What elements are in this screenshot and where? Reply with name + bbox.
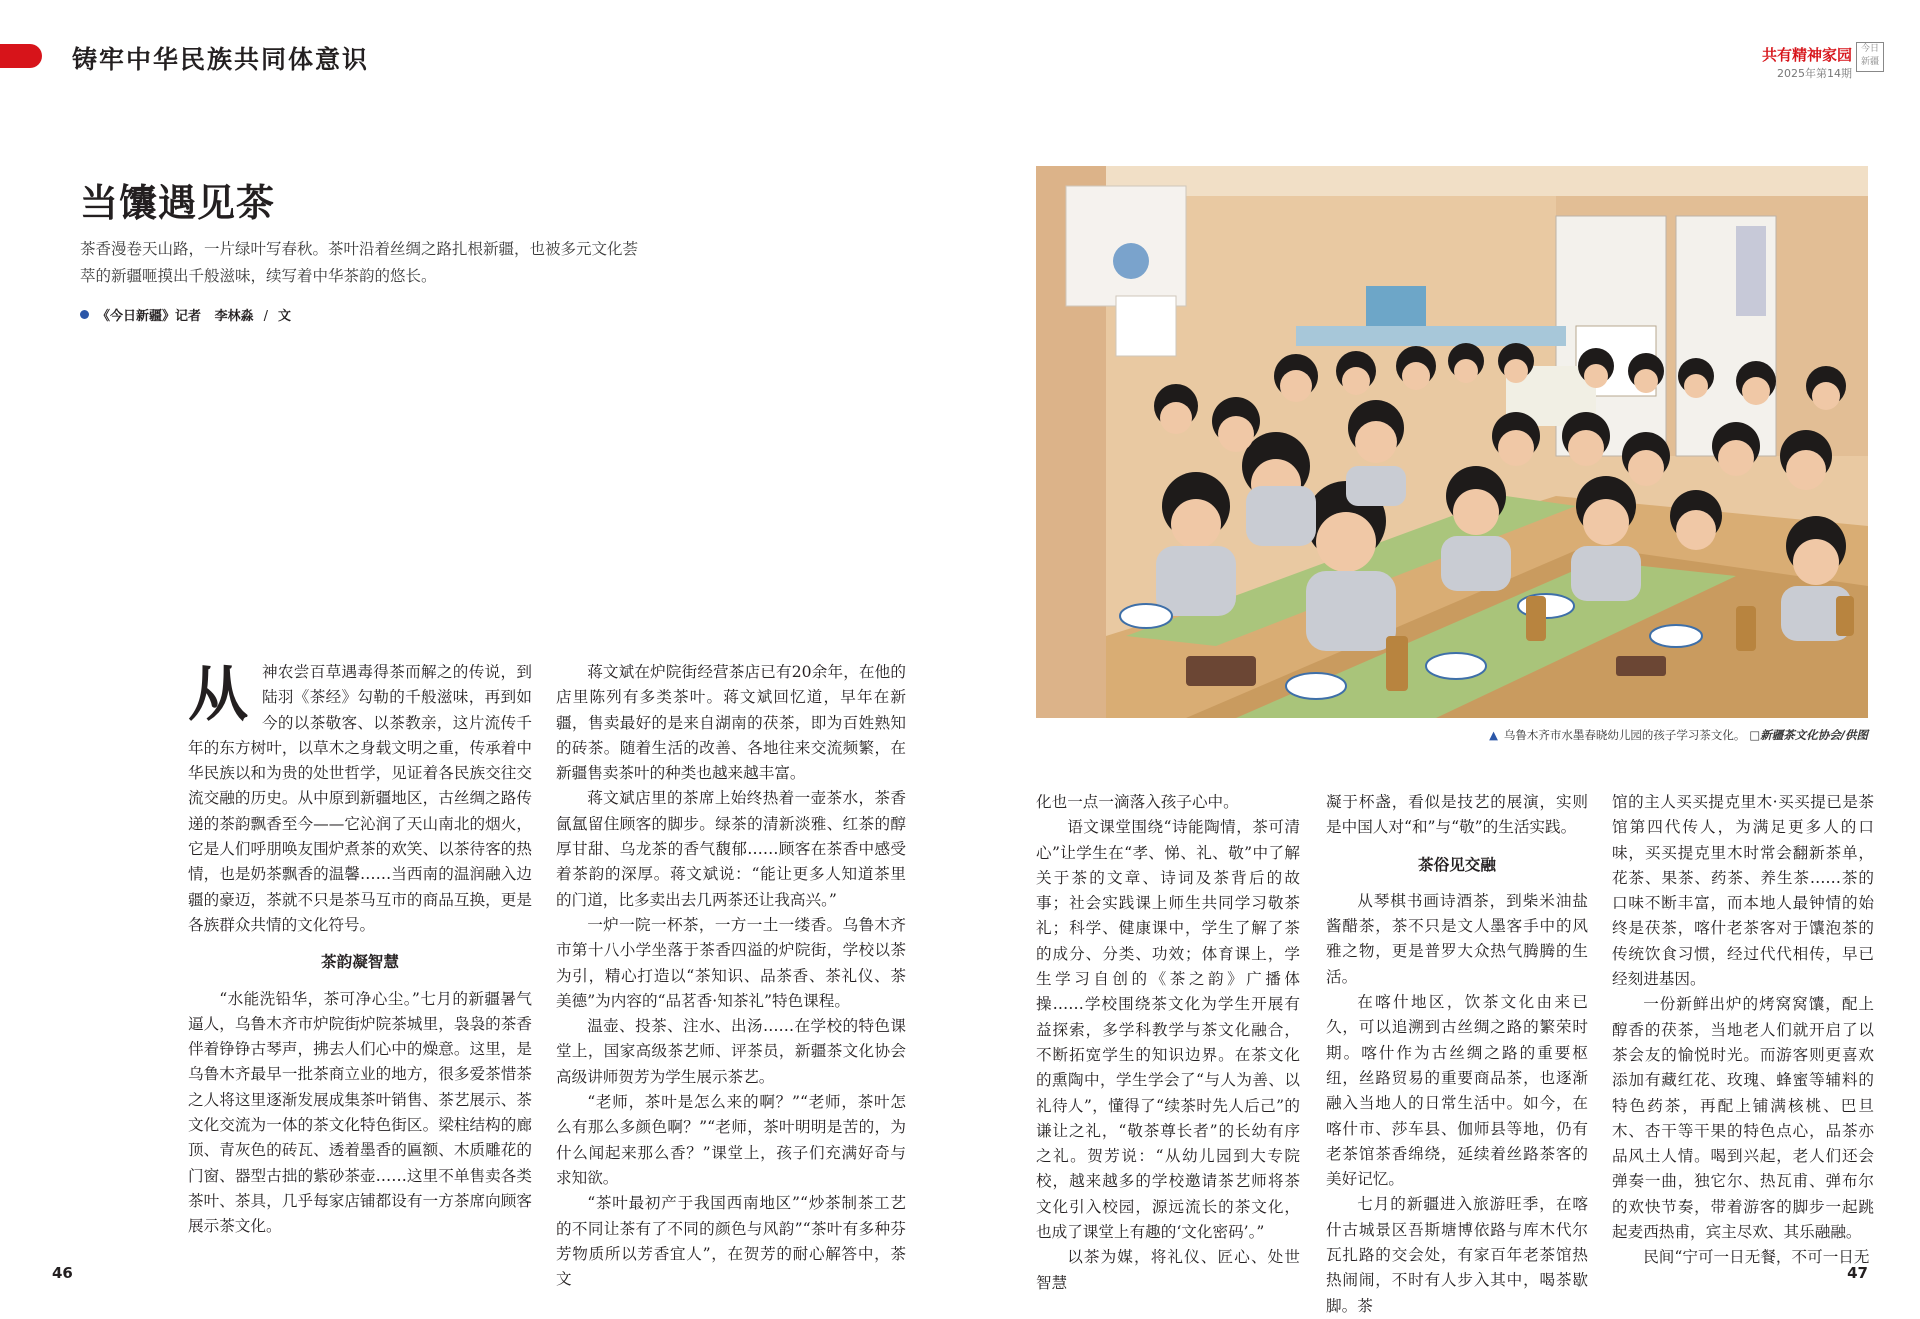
classroom-photo [1036, 166, 1868, 718]
paragraph-continued: 馆的主人买买提克里木·买买提已是茶馆第四代传人，为满足更多人的口味，买买提克里木时常会翻新茶单，花茶、果茶、药茶、养生茶……茶的口味不断丰富，而本地人最钟情的始终是茯茶，喀什老茶客对于馕泡茶的传统饮食习惯，经过代代相传，早已经刻进基因。 [1612, 793, 1874, 989]
bullet-icon [80, 310, 89, 319]
body-column-3 [1036, 790, 1300, 1296]
paragraph: 在喀什地区，饮茶文化由来已久，可以追溯到古丝绸之路的繁荣时期。喀什作为古丝绸之路的重要枢纽，丝路贸易的重要商品茶，也逐渐融入当地人的日常生活中。如今，在喀什市、莎车县、伽师县等地，仍有老茶馆茶香绵绕，延续着丝路茶客的美好记忆。 [1326, 993, 1588, 1189]
magazine-brand [1762, 44, 1852, 81]
paragraph: “茶叶最初产于我国西南地区”“炒茶制茶工艺的不同让茶有了不同的颜色与风韵”“茶叶有多种芬芳物质所以芳香宜人”，在贺芳的耐心解答中，茶文 [556, 1194, 906, 1289]
drop-cap: 从 [188, 660, 248, 730]
body-column-4 [1326, 790, 1588, 1319]
section-marker [0, 44, 42, 68]
caption-credit: □新疆茶文化协会/供图 [1749, 728, 1868, 742]
caption-text: 乌鲁木齐市水墨春晓幼儿园的孩子学习茶文化。 [1503, 728, 1746, 742]
paragraph: 七月的新疆进入旅游旺季，在喀什古城景区吾斯塘博依路与库木代尔瓦扎路的交会处，有家百年老茶馆热热闹闹，不时有人步入其中，喝茶歇脚。茶 [1326, 1195, 1588, 1315]
paragraph: 语文课堂围绕“诗能陶情，茶可清心”让学生在“孝、悌、礼、敬”中了解关于茶的文章、诗词及茶背后的故事；社会实践课上师生共同学习敬茶礼；科学、健康课中，学生了解了茶的成分、分类、功效；体育课上，学生学习自创的《茶之韵》广播体操……学校围绕茶文化为学生开展有益探索，多学科教学与茶文化融合，不断拓宽学生的知识边界。在茶文化的熏陶中，学生学会了“与人为善、以礼待人”，懂得了“续茶时先人后己”的谦让之礼，“敬茶尊长者”的长幼有序之礼。贺芳说：“从幼儿园到大专院校，越来越多的学校邀请茶艺师将茶文化引入校园，源远流长的茶文化，也成了课堂上有趣的‘文化密码’。” [1036, 818, 1300, 1242]
paragraph: 从琴棋书画诗酒茶，到柴米油盐酱醋茶，茶不只是文人墨客手中的风雅之物，更是普罗大众热气腾腾的生活。 [1326, 891, 1588, 986]
logo-text-bottom: 新疆 [1860, 57, 1879, 67]
body-column-1 [188, 660, 532, 1240]
body-column-2 [556, 660, 906, 1292]
page-number-left: 46 [52, 1264, 73, 1282]
article-title: 当馕遇见茶 [80, 181, 276, 225]
page-number-right: 47 [1847, 1264, 1868, 1282]
magazine-logo [1856, 42, 1884, 72]
byline [80, 305, 291, 324]
issue-number: 2025年第14期 [1777, 67, 1852, 80]
byline-role: 文 [278, 309, 292, 324]
paragraph: “老师，茶叶是怎么来的啊？”“老师，茶叶怎么有那么多颜色啊？”“老师，茶叶明明是苦的，为什么闻起来那么香？”课堂上，孩子们充满好奇与求知欲。 [556, 1093, 906, 1187]
paragraph: 一炉一院一杯茶，一方一土一缕香。乌鲁木齐市第十八小学坐落于茶香四溢的炉院街，学校以茶为引，精心打造以“茶知识、品茶香、茶礼仪、茶美德”为内容的“品茗香·知茶礼”特色课程。 [556, 915, 906, 1010]
paragraph-continued: 化也一点一滴落入孩子心中。 [1036, 793, 1239, 811]
lead-paragraph-text: 神农尝百草遇毒得茶而解之的传说，到陆羽《茶经》勾勒的千般滋味，再到如今的以茶敬客、以茶教亲，这片流传千年的东方树叶，以草木之身载文明之重，传承着中华民族以和为贵的处世哲学，见证着各民族交往交流交融的历史。从中原到新疆地区，古丝绸之路传递的茶韵飘香至今——它沁润了天山南北的烟火，它是人们呼朋唤友围炉煮茶的欢笑、以茶待客的热情，也是奶茶飘香的温馨……当西南的温润融入边疆的豪迈，茶就不只是茶马互市的商品互换，更是各族群众共情的文化符号。 [188, 663, 532, 934]
section-title: 铸牢中华民族共同体意识 [72, 45, 370, 74]
photo-caption [1489, 727, 1868, 743]
paragraph: 温壶、投茶、注水、出汤……在学校的特色课堂上，国家高级茶艺师、评茶员，新疆茶文化协会高级讲师贺芳为学生展示茶艺。 [556, 1017, 906, 1086]
classroom-photo-illustration [1036, 166, 1868, 718]
paragraph-continued: 凝于杯盏，看似是技艺的展演，实则是中国人对“和”与“敬”的生活实践。 [1326, 793, 1588, 837]
byline-separator: / [263, 309, 268, 324]
article-deck: 茶香漫卷天山路，一片绿叶写春秋。茶叶沿着丝绸之路扎根新疆，也被多元文化荟萃的新疆咂摸出千般滋味，续写着中华茶韵的悠长。 [80, 240, 639, 285]
paragraph: 以茶为媒，将礼仪、匠心、处世智慧 [1036, 1248, 1300, 1292]
paragraph: 民间“宁可一日无餐，不可一日无 [1643, 1248, 1870, 1267]
body-column-5 [1612, 790, 1874, 1271]
paragraph: “水能洗铅华，茶可净心尘。”七月的新疆暑气逼人，乌鲁木齐市炉院街炉院茶城里，袅袅的茶香伴着铮铮古琴声，拂去人们心中的燥意。这里，是乌鲁木齐最早一批茶商立业的地方，很多爱茶惜茶之人将这里逐渐发展成集茶叶销售、茶艺展示、茶文化交流为一体的茶文化特色街区。梁柱结构的廊顶、青灰色的砖瓦、透着墨香的匾额、木质雕花的门窗、器型古拙的紫砂茶壶……这里不单售卖各类茶叶、茶具，几乎每家店铺都设有一方茶席向顾客展示茶文化。 [188, 989, 532, 1236]
logo-text-top: 今日 [1860, 44, 1879, 54]
caption-triangle-icon: ▲ [1489, 728, 1498, 742]
lead-paragraph [188, 660, 532, 938]
subheading-tea-customs: 茶俗见交融 [1418, 855, 1496, 874]
magazine-name: 共有精神家园 [1761, 46, 1852, 64]
subheading-tea-wisdom: 茶韵凝智慧 [321, 953, 399, 972]
byline-author: 李林淼 [214, 309, 254, 324]
byline-outlet: 《今日新疆》记者 [97, 309, 202, 324]
paragraph: 蒋文斌店里的茶席上始终热着一壶茶水，茶香氤氲留住顾客的脚步。绿茶的清新淡雅、红茶的醇厚甘甜、乌龙茶的香气馥郁……顾客在茶香中感受着茶韵的深厚。蒋文斌说：“能让更多人知道茶里的门道，比多卖出去几两茶还让我高兴。” [556, 789, 906, 909]
paragraph: 蒋文斌在炉院街经营茶店已有20余年，在他的店里陈列有多类茶叶。蒋文斌回忆道，早年在新疆，售卖最好的是来自湖南的茯茶，即为百姓熟知的砖茶。随着生活的改善、各地往来交流频繁，在新疆售卖茶叶的种类也越来越丰富。 [556, 663, 906, 783]
paragraph: 一份新鲜出炉的烤窝窝馕，配上醇香的茯茶，当地老人们就开启了以茶会友的愉悦时光。而游客则更喜欢添加有藏红花、玫瑰、蜂蜜等辅料的特色药茶，再配上铺满核桃、巴旦木、杏干等干果的特色点心，品茶亦品风土人情。喝到兴起，老人们还会弹奏一曲，独它尔、热瓦甫、弹布尔的欢快节奏，带着游客的脚步一起跳起麦西热甫，宾主尽欢、其乐融融。 [1612, 995, 1874, 1242]
